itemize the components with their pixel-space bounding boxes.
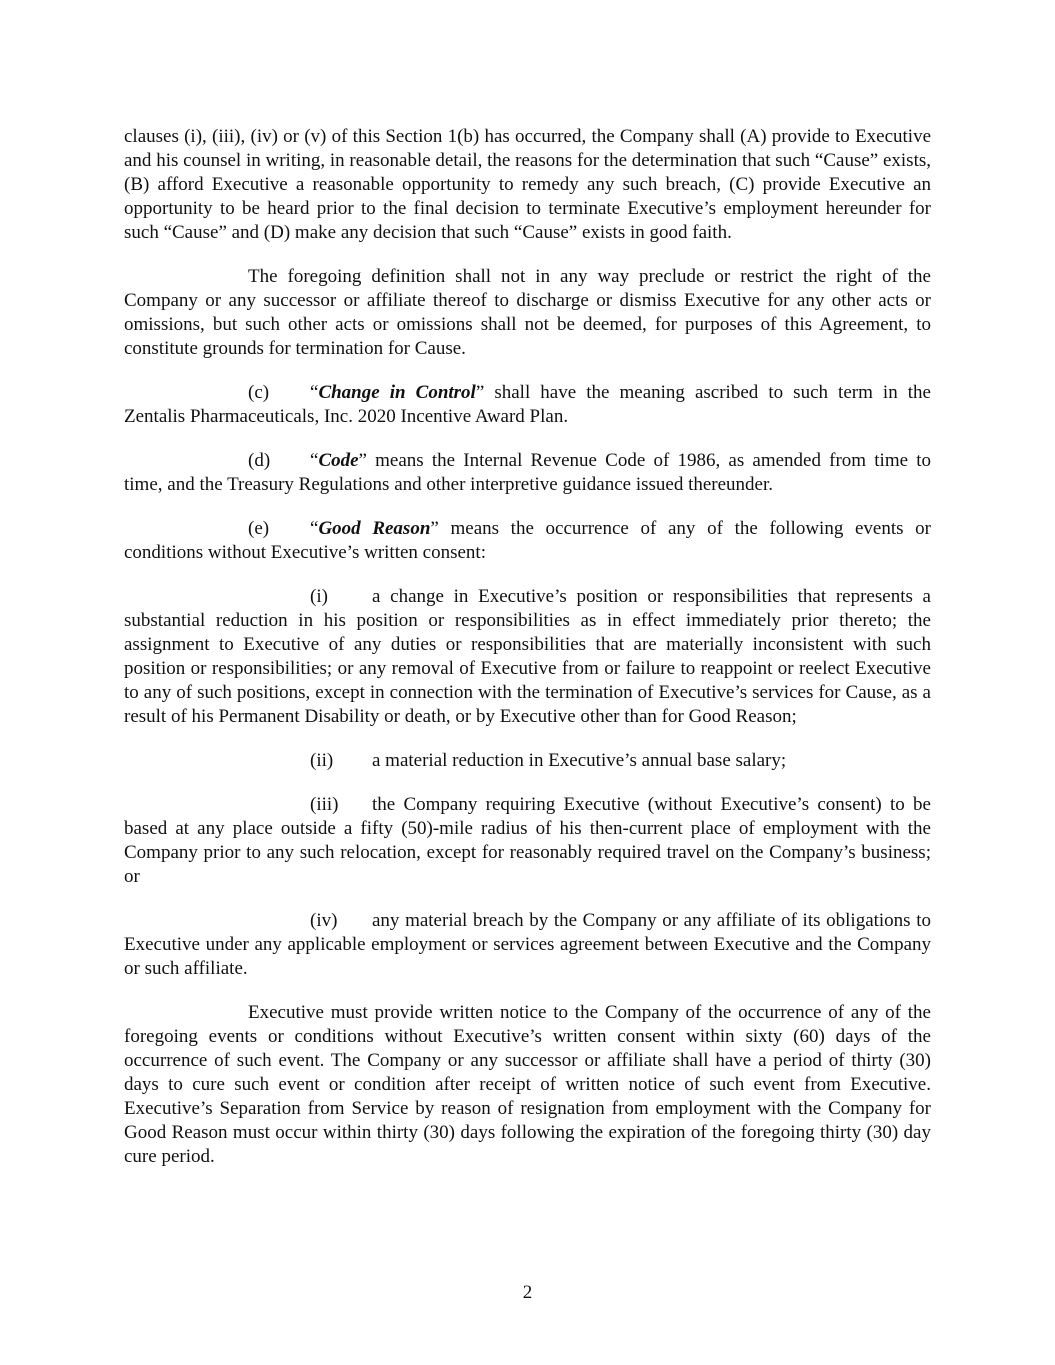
paragraph-cause-procedure: clauses (i), (iii), (iv) or (v) of this Section 1(b) has occurred, the Company shall (A) provide to Executive and his counsel in writing, in reasonable detail, the reasons for the determination that such “Cause” exists, (B) afford Executive a reasonable opportunity to remedy any such breach, (C) provide Executive an opportunity to be heard prior to the final decision to terminate Executive’s employment hereunder for such “Cause” and (D) make any decision that such “Cause” exists in good faith. <box>124 126 931 243</box>
item-label: (ii) <box>310 750 334 771</box>
definition-text: ” means the Internal Revenue Code of 1986, as amended from time to time, and the Treasury Regulations and other interpretive guidance issued thereunder. <box>124 450 931 495</box>
clause-label: (d) <box>248 450 271 471</box>
definition-text: ” shall have the meaning ascribed to such term in the Zentalis Pharmaceuticals, Inc. 2020 Incentive Award Plan. <box>124 382 931 427</box>
clause-label: (e) <box>248 518 270 539</box>
open-quote: “ <box>310 450 319 471</box>
document-body <box>124 125 931 1189</box>
item-text: a material reduction in Executive’s annual base salary; <box>372 750 787 771</box>
good-reason-item-iii <box>124 793 931 889</box>
paragraph-notice-requirement: Executive must provide written notice to the Company of the occurrence of any of the foregoing events or conditions without Executive’s written consent within sixty (60) days of the occurrence of such event. The Company or any successor or affiliate shall have a period of thirty (30) days to cure such event or condition after receipt of written notice of such event from Executive. Executive’s Separation from Service by reason of resignation from employment with the Company for Good Reason must occur within thirty (30) days following the expiration of the foregoing thirty (30) day cure period. <box>124 1002 931 1167</box>
definition-text: ” means the occurrence of any of the following events or conditions without Executive’s written consent: <box>124 518 931 563</box>
item-text: the Company requiring Executive (without Executive’s consent) to be based at any place outside a fifty (50)-mile radius of his then-current place of employment with the Company prior to any such relocation, except for reasonably required travel on the Company’s business; or <box>124 794 931 887</box>
paragraph-foregoing-definition: The foregoing definition shall not in any way preclude or restrict the right of the Company or any successor or affiliate thereof to discharge or dismiss Executive for any other acts or omissions, but such other acts or omissions shall not be deemed, for purposes of this Agreement, to constitute grounds for termination for Cause. <box>124 266 931 359</box>
open-quote: “ <box>310 382 319 403</box>
definition-change-in-control <box>124 381 931 429</box>
item-label: (i) <box>310 586 328 607</box>
item-label: (iv) <box>310 910 338 931</box>
open-quote: “ <box>310 518 319 539</box>
defined-term: Code <box>318 450 359 471</box>
item-text: a change in Executive’s position or responsibilities that represents a substantial reduction in his position or responsibilities as in effect immediately prior thereto; the assignment to Executive of any duties or responsibilities that are materially inconsistent with such position or responsibilities; or any removal of Executive from or failure to reappoint or reelect Executive to any of such positions, except in connection with the termination of Executive’s services for Cause, as a result of his Permanent Disability or death, or by Executive other than for Good Reason; <box>124 586 931 727</box>
page-number: 2 <box>522 1282 533 1303</box>
definition-good-reason <box>124 517 931 565</box>
clause-label: (c) <box>248 382 270 403</box>
defined-term: Change in Control <box>318 382 476 403</box>
good-reason-item-iv <box>124 909 931 981</box>
good-reason-item-ii <box>124 749 931 773</box>
item-text: any material breach by the Company or any affiliate of its obligations to Executive under any applicable employment or services agreement between Executive and the Company or such affiliate. <box>124 910 931 979</box>
good-reason-item-i <box>124 585 931 729</box>
defined-term: Good Reason <box>318 518 431 539</box>
item-label: (iii) <box>310 794 339 815</box>
definition-code <box>124 449 931 497</box>
